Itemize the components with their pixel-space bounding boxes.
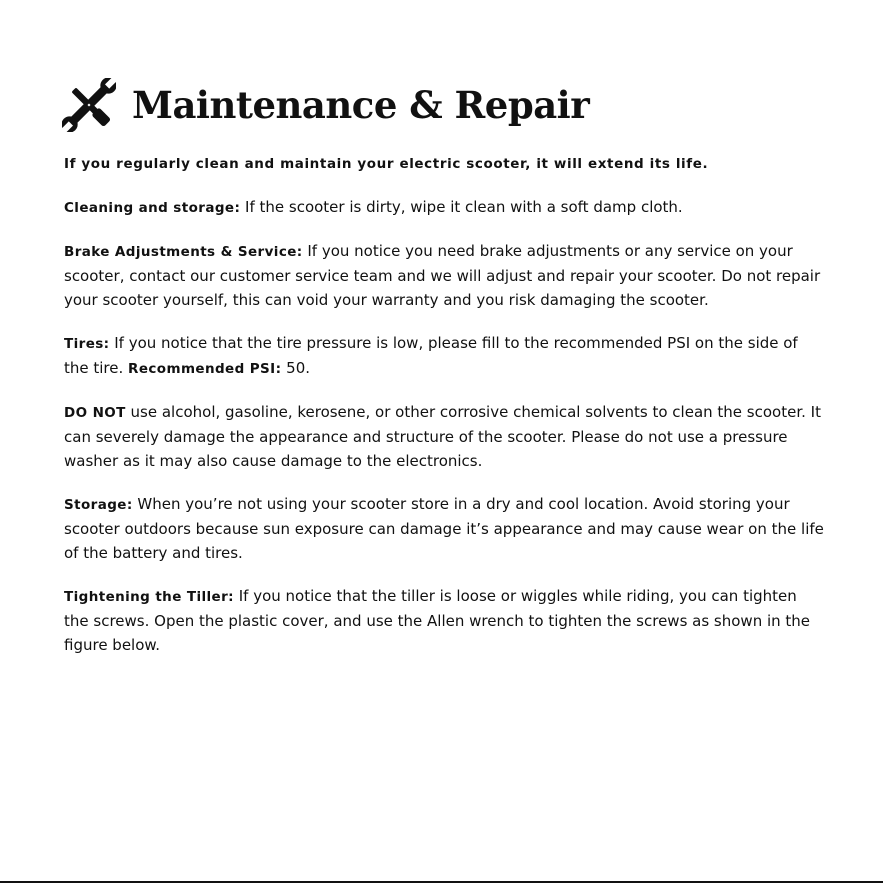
storage-paragraph — [64, 492, 824, 565]
donot-text: use alcohol, gasoline, kerosene, or other corrosive chemical solvents to clean the scooter. It can severely damage the appearance and structure of the scooter. Please do not use a pressure washer as it may also cause damage to the electronics. — [64, 403, 821, 470]
psi-label: Recommended PSI: — [128, 361, 282, 377]
cleaning-paragraph — [64, 195, 824, 220]
tiller-text: If you notice that the tiller is loose or wiggles while riding, you can tighten the screws. Open the plastic cover, and use the Allen wrench to tighten the screws as shown in the figure below. — [64, 587, 811, 654]
cleaning-label: Cleaning and storage: — [64, 200, 241, 216]
donot-paragraph — [64, 400, 824, 473]
tiller-label: Tightening the Tiller: — [64, 589, 234, 605]
cleaning-text: If the scooter is dirty, wipe it clean with a soft damp cloth. — [240, 198, 683, 216]
donot-label: DO NOT — [64, 405, 126, 421]
tires-label: Tires: — [64, 336, 110, 352]
brake-label: Brake Adjustments & Service: — [64, 244, 303, 260]
brake-text: If you notice you need brake adjustments or any service on your scooter, contact our customer service team and we will adjust and repair your scooter. Do not repair your scooter yourself, this can void your warranty and you risk damaging the scooter. — [64, 242, 821, 309]
tools-icon — [62, 78, 116, 132]
storage-text: When you’re not using your scooter store in a dry and cool location. Avoid storing your scooter outdoors because sun exposure can damage it’s appearance and may cause wear on the life of the battery and tires. — [64, 495, 824, 562]
tires-paragraph — [64, 331, 824, 381]
tiller-paragraph — [64, 584, 824, 657]
section-header — [62, 78, 589, 132]
intro-text: If you regularly clean and maintain your electric scooter, it will extend its life. — [64, 156, 709, 172]
tires-text: If you notice that the tire pressure is low, please fill to the recommended PSI on the side of the tire. — [64, 334, 798, 377]
page-title: Maintenance & Repair — [132, 82, 590, 127]
content — [64, 152, 824, 676]
brake-paragraph — [64, 239, 824, 312]
storage-label: Storage: — [64, 497, 133, 513]
psi-value: 50. — [281, 359, 311, 377]
